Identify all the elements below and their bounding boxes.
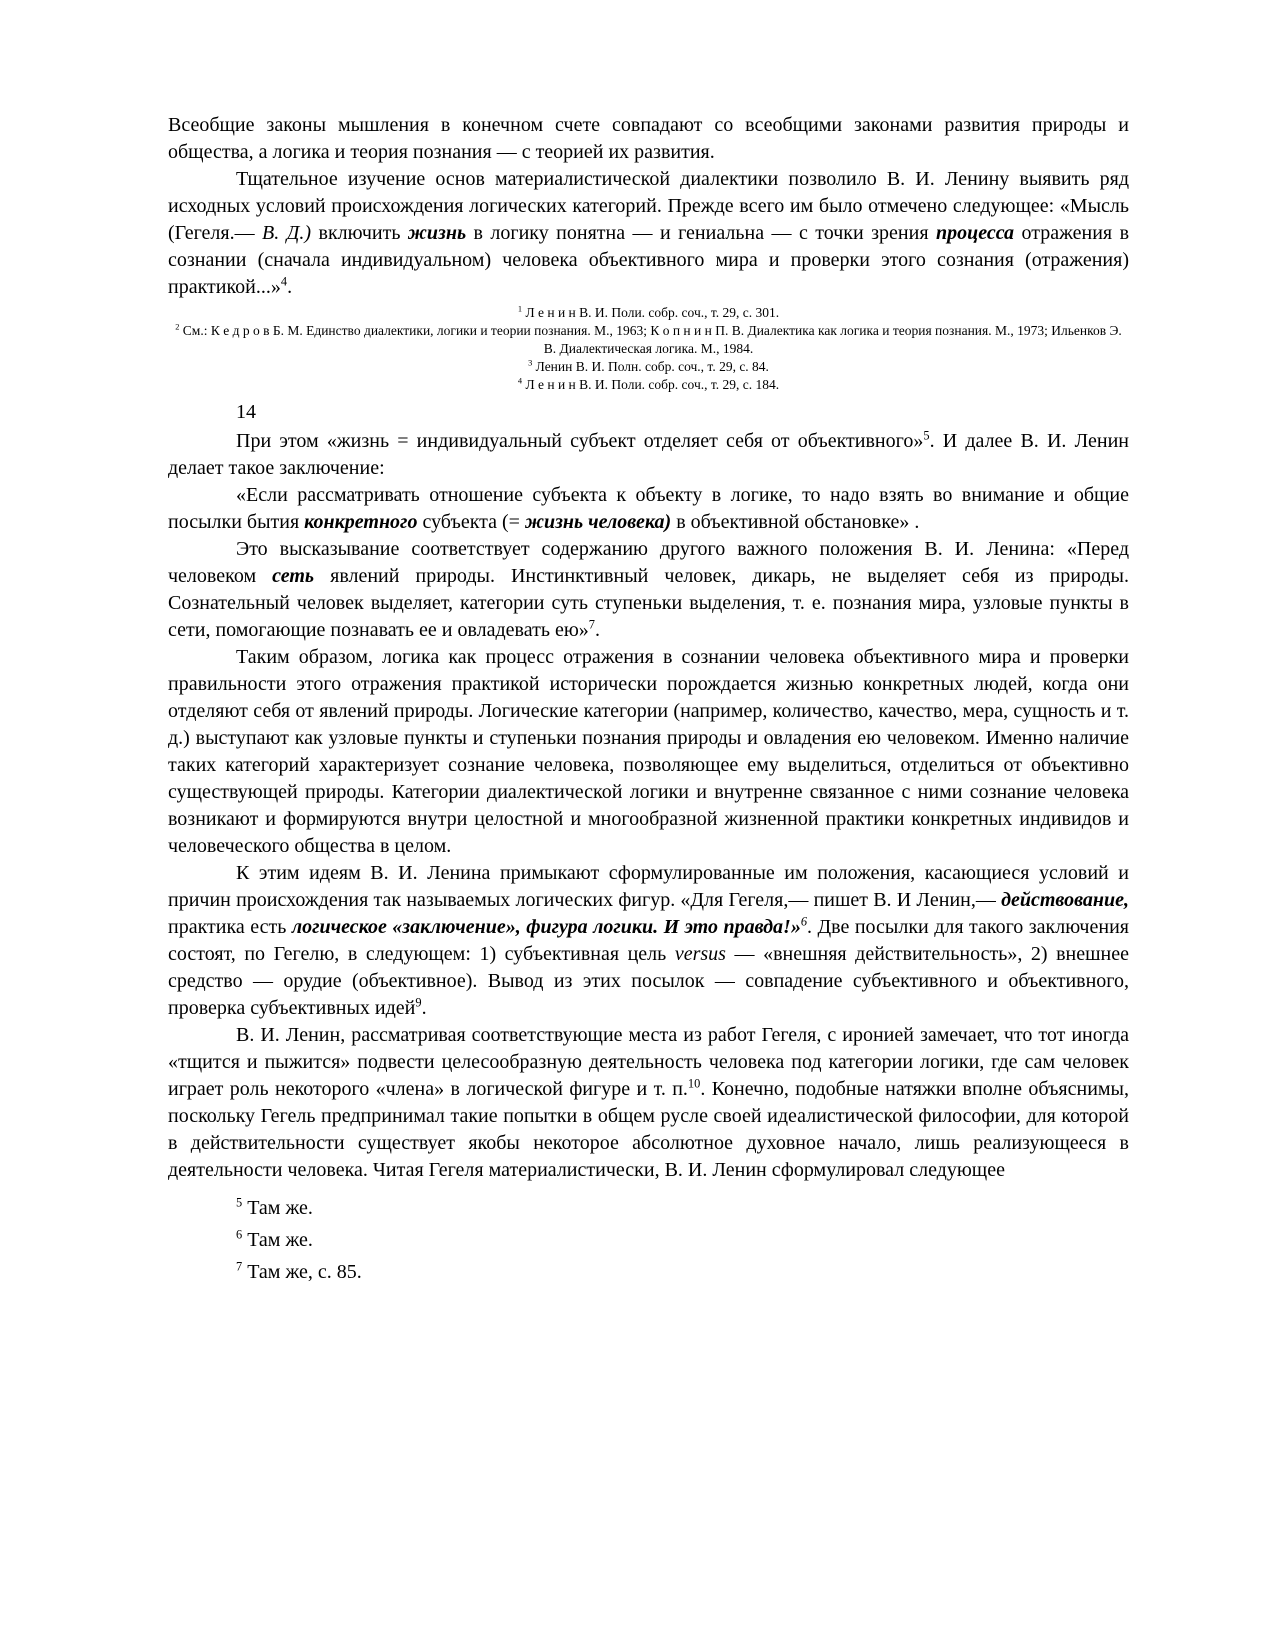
text-run: логическое «заключение», фигура логики. И это правда!» (291, 916, 801, 938)
footnote-line (168, 1224, 1129, 1256)
footnote-marker: 7 (236, 1259, 243, 1274)
footnote-line (269, 304, 1029, 322)
page-number: 14 (236, 401, 256, 423)
text-run: Таким образом, логика как процесс отражения в сознании человека объективного мира и проверки правильности этого отражения практикой исторически порождается жизнью конкретных людей, когда они отделяют себя от явлений природы. Логические категории (например, количество, качество, мера, сущность и т. д.) выступают как узловые пункты и ступеньки познания природы и овладения ею человеком. Именно наличие таких категорий характеризует сознание человека, позволяющее ему выделиться, отделиться от объективно существующей природы. Категории диалектической логики и внутренне связанное с ними сознание человека возникают и формируются внутри целостной и многообразной жизненной практики конкретных индивидов и человеческого общества в целом. (168, 646, 1129, 857)
text-run: конкретного (304, 511, 418, 533)
footnote-marker: 4 (517, 376, 523, 386)
text-run: Л е н и н В. И. Поли. собр. соч., т. 29, с. 184. (522, 377, 780, 392)
footnote-marker: 5 (236, 1195, 243, 1210)
paragraph (168, 1022, 1129, 1184)
text-run: Всеобщие законы мышления в конечном счете совпадают со всеобщими законами развития природы и общества, а логика и теория познания — с теорией их развития. (168, 114, 1129, 163)
footnote-block (168, 304, 1129, 394)
text-run: субъекта (= (417, 511, 525, 533)
text-run: явлений природы. Инстинктивный человек, дикарь, не выделяет себя из природы. Сознательный человек выделяет, категории суть ступеньки выделения, т. е. познания мира, узловые пункты в сети, помогающие познавать ее и овладевать ею» (168, 565, 1129, 641)
text-run: в объективной обстановке» . (671, 511, 920, 533)
text-run: . Конечно, подобные натяжки вполне объяснимы, поскольку Гегель предпринимал такие попытки в общем русле своей идеалистической философии, для которой в действительности существует якобы некоторое абсолютное духовное начало, лишь реализующееся в деятельности человека. Читая Гегеля материалистически, В. И. Ленин сформулировал следующее (168, 1078, 1129, 1181)
paragraph (168, 482, 1129, 536)
footnote-marker: 10 (687, 1076, 701, 1091)
text-run: Это высказывание соответствует содержанию другого важного положения В. И. Ленина: «Перед человеком (168, 538, 1129, 587)
text-run: Там же, с. 85. (242, 1261, 362, 1283)
text-run: Там же. (242, 1229, 313, 1251)
text-run: При этом «жизнь = индивидуальный субъект отделяет себя от объективного» (236, 430, 924, 452)
text-run: . (594, 619, 600, 641)
footnote-marker: 5 (923, 428, 930, 443)
text-run: Там же. (242, 1197, 313, 1219)
text-run: . Две посылки для такого заключения состоят, по Гегелю, в следующем: 1) субъективная цель (168, 916, 1129, 965)
footnote-line (168, 322, 1129, 358)
footnote-marker: 6 (236, 1227, 243, 1242)
text-run: В. И. Ленин, рассматривая соответствующие места из работ Гегеля, с иронией замечает, что тот иногда «тщится и пыжится» подвести целесообразную деятельность человека под категории логики, где сам человек играет роль некоторого «члена» в логической фигуре и т. п. (168, 1024, 1129, 1100)
footnote-marker: 2 (175, 322, 180, 332)
text-run: Тщательное изучение основ материалистической диалектики позволило В. И. Ленину выявить ряд исходных условий происхождения логических категорий. Прежде всего им было отмечено следующее: «Мысль (Гегеля.— (168, 168, 1129, 244)
text-run: включить (311, 222, 408, 244)
paragraph (168, 536, 1129, 644)
footnote-marker: 9 (415, 995, 422, 1010)
text-run: — «внешняя действительность», 2) внешнее средство — орудие (объективное). Вывод из этих посылок — совпадение субъективного и объективного, проверка субъективных идей (168, 943, 1129, 1019)
footnote-marker: 1 (517, 304, 523, 314)
footnote-line (269, 358, 1029, 376)
text-run: процесса (935, 222, 1015, 244)
text-run: практика есть (168, 916, 292, 938)
footnote-marker: 3 (528, 358, 533, 368)
footnote-marker: 4 (280, 274, 288, 289)
footnote-marker: 6 (800, 914, 808, 929)
paragraph (168, 166, 1129, 301)
text-run: В. Д.) (262, 222, 312, 244)
text-run: в логику понятна — и гениальна — с точки зрения (466, 222, 936, 244)
text-run: сеть (272, 565, 315, 587)
text-run: «Если рассматривать отношение субъекта к объекту в логике, то надо взять во внимание и общие посылки бытия (168, 484, 1129, 533)
paragraph (168, 860, 1129, 1022)
text-run: жизнь (407, 222, 467, 244)
footnote-line (269, 376, 1029, 394)
text-run: Ленин В. И. Полн. собр. соч., т. 29, с. 84. (532, 359, 769, 374)
paragraph (168, 428, 1129, 482)
text-run: См.: К е д р о в Б. М. Единство диалектики, логики и теории познания. М., 1963; К о п н и н П. В. Диалектика как логика и теория познания. М., 1973; Ильенков Э. В. Диалектическая логика. М., 1984. (179, 323, 1122, 356)
text-run: К этим идеям В. И. Ленина примыкают сформулированные им положения, касающиеся условий и причин происхождения так называемых логических фигур. «Для Гегеля,— пишет В. И Ленин,— (168, 862, 1129, 911)
text-run: отражения в сознании (сначала индивидуальном) человека объективного мира и проверки этого сознания (отражения) практикой...» (168, 222, 1130, 298)
page-text (168, 112, 1129, 1288)
paragraph (168, 644, 1129, 860)
text-run: жизнь человека) (524, 511, 672, 533)
text-run: Л е н и н В. И. Поли. собр. соч., т. 29, с. 301. (522, 305, 780, 320)
paragraph (168, 112, 1129, 166)
text-run: действование, (1001, 889, 1129, 911)
text-run: . И далее В. И. Ленин делает такое заключение: (168, 430, 1129, 479)
footnote-marker: 7 (588, 617, 595, 632)
text-run: . (287, 276, 293, 298)
footnote-line (168, 1256, 1129, 1288)
footnote-line (168, 1192, 1129, 1224)
bottom-footnotes (168, 1192, 1129, 1288)
text-run: versus (674, 943, 726, 965)
text-run: . (421, 997, 427, 1019)
